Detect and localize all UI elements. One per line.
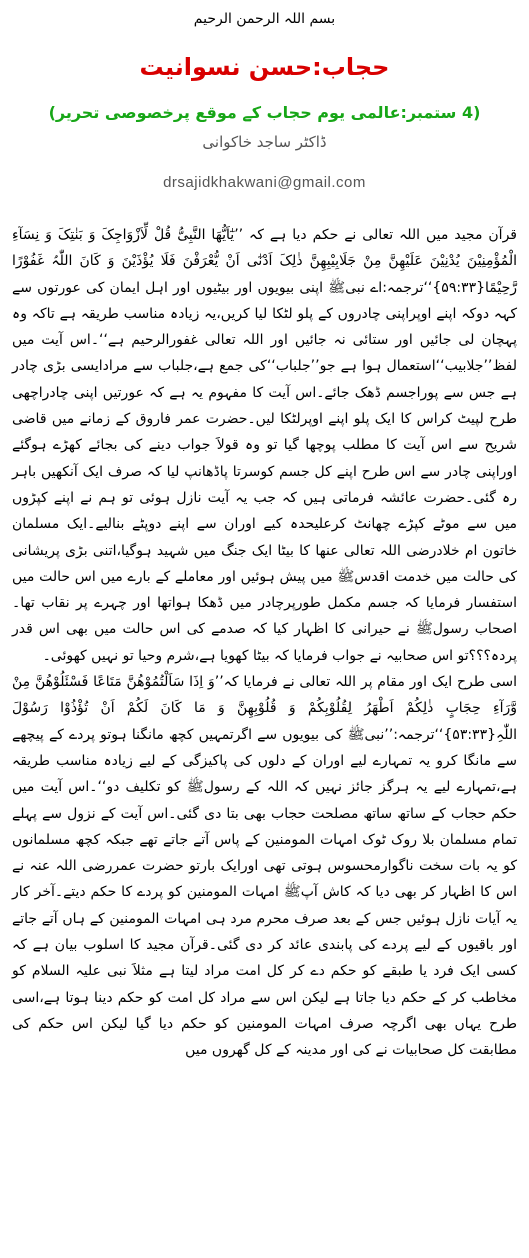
body-paragraph-1: قرآن مجید میں اللہ تعالی نے حکم دیا ہے کہ ’’یٰٓاَیُّھَا النَّبِیُّ قُلْ لِّاَزْوَاجِکَ وَ بَنٰتِکَ وَ نِسَآءِ الْمُؤْمِنِیْنَ یُدْنِیْنَ عَلَیْھِنَّ مِنْ جَلَابِیْبِھِنَّ ذٰلِکَ اَدْنٰٓی اَنْ یُّعْرَفْنَ فَلَا یُؤْذَیْنَ وَ کَانَ اللّٰہُ غَفُوْرًا رَّحِیْمًا{۵۹:۳۳}‘‘ترجمہ:اے نبیﷺ اپنی بیویوں اور بیٹیوں اور اہل ایمان کی عورتوں سے کہہ دوکہ اپنے اوپراپنی چادروں کے پلو لٹکا لیا کریں،یہ زیادہ مناسب طریقہ ہے تاکہ وہ پہچان لی جائیں اور ستائی نہ جائیں اور اللہ تعالی غفورالرحیم ہے‘‘۔اس آیت میں لفظ’’جلابیب‘‘استعمال ہوا ہے جو’’جلباب‘‘کی جمع ہے،جلباب سے مرادایسی بڑی چادر ہے جس سے پوراجسم ڈھک جائے۔اس آیت کا مفہوم یہ ہے کہ عورتیں اپنی چادراچھی طرح لپیٹ کراس کا ایک پلو اپنے اوپرلٹکا لیں۔حضرت عمر فاروق کے زمانے میں قاضی شریح سے اس آیت کا مطلب پوچھا گیا تو وہ قولاََ جواب دینے کی بجائے کھڑے ہوگئے اوراپنی چادر سے اس طرح اپنے کل جسم کوسرتا پاڈھانپ لیا کہ صرف ایک آنکھیں باہر رہ گئی۔حضرت عائشہ فرماتی ہیں کہ جب یہ آیت نازل ہوئی تو ہم نے اپنے کپڑوں میں سے موٹے کپڑے چھانٹ کرعلیحدہ کیے اوران سے اپنے دوپٹے بنالیے۔ایک مسلمان خاتون ام خلادرضی اللہ تعالی عنھا کا بیٹا ایک جنگ میں شہید ہوگیا،اتنی بڑی پریشانی کی حالت میں خدمت اقدسﷺ میں پیش ہوئیں اور معاملے کے بارے میں اس حالت میں استفسار فرمایا کہ جسم مکمل طورپرچادر میں ڈھکا ہواتھا اور چہرے پر نقاب تھا۔اصحاب رسولﷺ نے حیرانی کا اظہار کیا کہ صدمے کی اس حالت میں بھی اس قدر پردہ؟؟؟تو اس صحابیہ نے جواب فرمایا کہ بیٹا کھویا ہے،شرم وحیا تو نہیں کھوئی۔ [12, 227, 517, 664]
article-subtitle: (4 ستمبر:عالمی یوم حجاب کے موقع پرخصوصی تحریر) [48, 103, 481, 122]
author-name: ڈاکٹر ساجد خاکوانی [202, 133, 327, 151]
body-paragraph-2: اسی طرح ایک اور مقام پر اللہ تعالی نے فرمایا کہ’’وَ اِذَا سَاَلْتُمُوْھُنَّ مَتَاعًا فَسْئَلُوْھُنَّ مِنْ وَّرَآءِ حِجَابٍ ذٰلِکُمْ اَطْھَرُ لِقُلُوْبِکُمْ وَ قُلُوْبِھِنَّ وَ مَا کَانَ لَکُمْ اَنْ تُؤْذُوْا رَسُوْلَ اللّٰہِ{۵۳:۳۳}‘‘ترجمہ:’’نبیﷺ کی بیویوں سے اگرتمہیں کچھ مانگنا ہوتو پردے کے پیچھے سے مانگا کرو یہ تمہارے لیے اوران کے دلوں کی پاکیزگی کے لیے زیادہ مناسب طریقہ ہے،تمہارے لیے یہ ہرگز جائز نہیں کہ اللہ کے رسولﷺ کو تکلیف دو‘‘۔اس آیت میں حکم حجاب کے ساتھ ساتھ مصلحت حجاب بھی بتا دی گئی۔اس آیت کے نزول سے پہلے تمام مسلمان بلا روک ٹوک امہات المومنین کے پاس آتے جاتے تھے جبکہ کچھ مسلمانوں کو یہ بات سخت ناگوارمحسوس ہوتی تھی اورایک بارتو حضرت عمررضی اللہ عنہ نے اس کا اظہار کر بھی دیا کہ کاش آپﷺ امہات المومنین کو پردے کا حکم دیتے۔آخر کار یہ آیات نازل ہوئیں جس کے بعد صرف محرم مرد ہی امہات المومنین کے ہاں آتے جاتے اور باقیوں کے لیے پردے کی پابندی عائد کر دی گئی۔قرآن مجید کا اسلوب بیان ہے کہ کسی ایک فرد یا طبقے کو حکم دے کر کل امت مراد لیتا ہے مثلاََ نبی علیہ السلام کو مخاطب کر کے حکم دیا جاتا ہے لیکن اس سے مراد کل امت کو حکم دینا ہوتا ہے،اسی طرح یہاں بھی اگرچہ صرف امہات المومنین کو حکم دیا گیا لیکن اس حکم کی مطابقت کل صحابیات نے کی اور مدینہ کے کل گھروں میں [12, 674, 517, 1059]
article-body [12, 222, 517, 1064]
basmala-heading: بسم اللہ الرحمن الرحیم [193, 11, 336, 27]
author-email[interactable]: drsajidkhakwani@gmail.com [163, 174, 366, 191]
article-title: حجاب:حسن نسوانیت [139, 53, 390, 81]
